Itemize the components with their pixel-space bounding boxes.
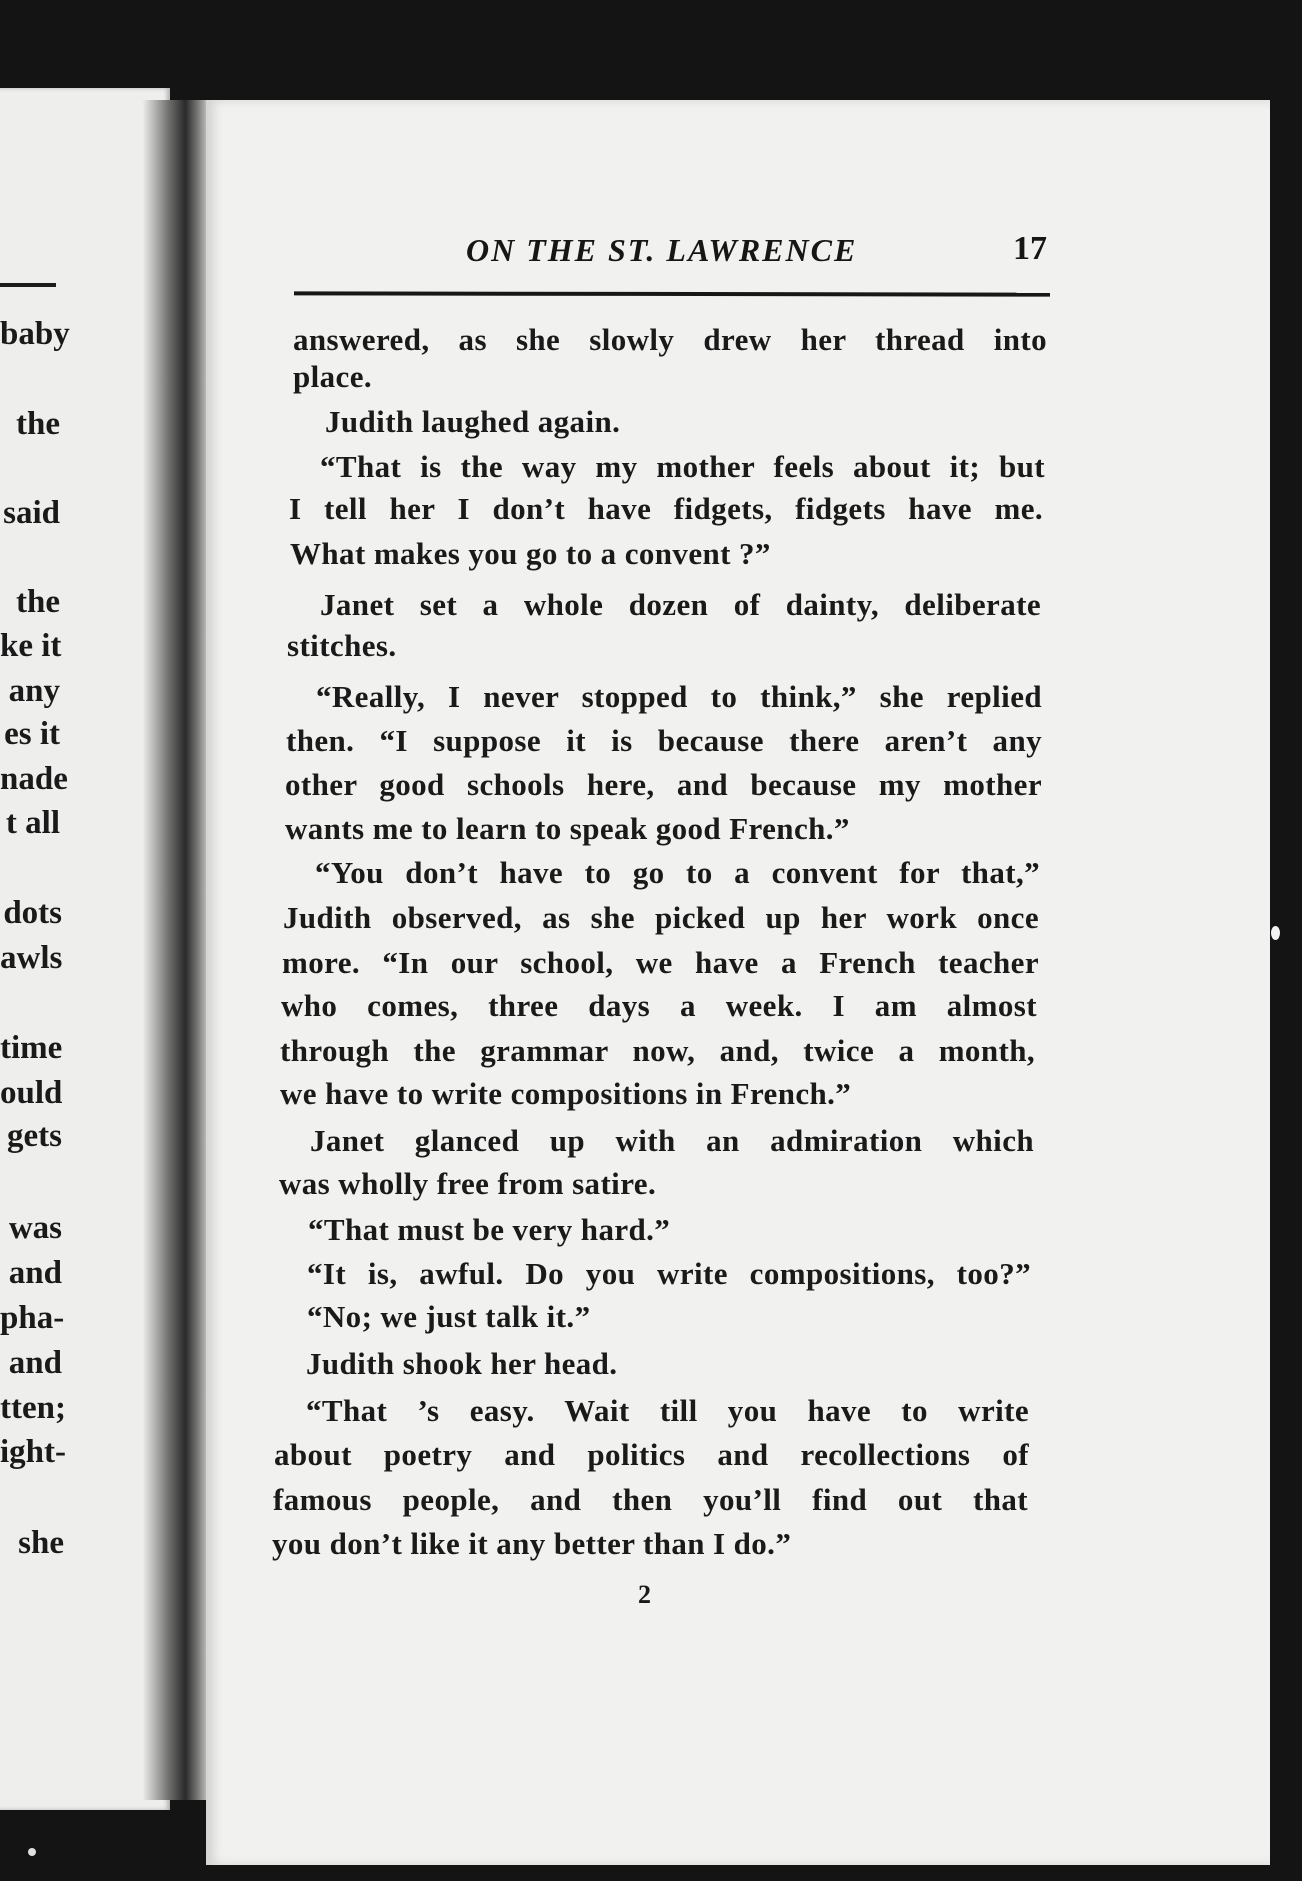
left-fragment: ould — [0, 1075, 63, 1111]
left-fragment: the — [16, 584, 60, 620]
left-fragment: the — [16, 406, 60, 442]
left-fragment: ke it — [0, 628, 62, 664]
running-title: ON THE ST. LAWRENCE — [466, 232, 858, 268]
text-line: wants me to learn to speak good French.” — [285, 811, 850, 846]
text-line: we have to write compositions in French.” — [280, 1076, 852, 1111]
text-line: stitches. — [287, 628, 397, 663]
text-line: answered, as she slowly drew her thread into — [293, 322, 1047, 357]
text-line: more. “In our school, we have a French teacher — [282, 945, 1039, 980]
left-fragment: es it — [4, 716, 60, 752]
text-line: I tell her I don’t have fidgets, fidgets have me. — [289, 491, 1043, 526]
left-fragment: awls — [0, 940, 63, 976]
text-line: “You don’t have to go to a convent for that,” — [315, 855, 1040, 890]
left-fragment: ight- — [0, 1434, 66, 1470]
text-line: about poetry and politics and recollections of — [274, 1437, 1029, 1472]
left-fragment: gets — [7, 1118, 62, 1154]
page-number: 17 — [1013, 230, 1047, 267]
left-fragment: and — [8, 1345, 62, 1381]
scan-speck — [1271, 926, 1280, 940]
text-line: Janet glanced up with an admiration which — [310, 1123, 1034, 1158]
text-line: then. “I suppose it is because there aren’t any — [286, 723, 1042, 758]
text-line: “That ’s easy. Wait till you have to write — [306, 1393, 1029, 1428]
left-fragment: t all — [5, 805, 60, 841]
left-fragment: any — [8, 673, 60, 709]
left-fragment: tten; — [0, 1390, 66, 1426]
scan-speck — [28, 1848, 36, 1856]
text-line: was wholly free from satire. — [279, 1166, 657, 1201]
text-line: Janet set a whole dozen of dainty, deliberate — [320, 587, 1041, 622]
left-fragment: she — [18, 1525, 64, 1561]
text-line: Judith shook her head. — [306, 1346, 618, 1381]
left-fragment: dots — [3, 895, 62, 931]
left-fragment: was — [8, 1210, 62, 1246]
text-line: Judith observed, as she picked up her work once — [283, 900, 1039, 935]
text-line: “It is, awful. Do you write compositions, too?” — [307, 1256, 1031, 1291]
text-line: “That is the way my mother feels about it; but — [320, 449, 1045, 484]
left-fragment: pha- — [0, 1300, 65, 1336]
left-fragment: time — [0, 1030, 63, 1066]
text-line: “No; we just talk it.” — [307, 1299, 591, 1334]
text-line: “Really, I never stopped to think,” she replied — [316, 679, 1042, 714]
text-line: through the grammar now, and, twice a month, — [280, 1033, 1035, 1068]
text-line: famous people, and then you’ll find out that — [273, 1482, 1028, 1517]
text-line: who comes, three days a week. I am almost — [281, 988, 1037, 1023]
left-fragment: nade — [0, 761, 68, 797]
text-line: other good schools here, and because my mother — [285, 767, 1042, 802]
left-fragment: and — [8, 1255, 62, 1291]
left-fragment: baby — [0, 316, 70, 352]
text-line: place. — [293, 359, 373, 394]
text-line: “That must be very hard.” — [308, 1212, 671, 1247]
signature-mark: 2 — [638, 1580, 651, 1609]
text-line: you don’t like it any better than I do.” — [272, 1526, 792, 1561]
left-fragment: said — [3, 495, 60, 531]
text-line: Judith laughed again. — [325, 404, 621, 439]
text-line: What makes you go to a convent ?” — [290, 536, 771, 571]
